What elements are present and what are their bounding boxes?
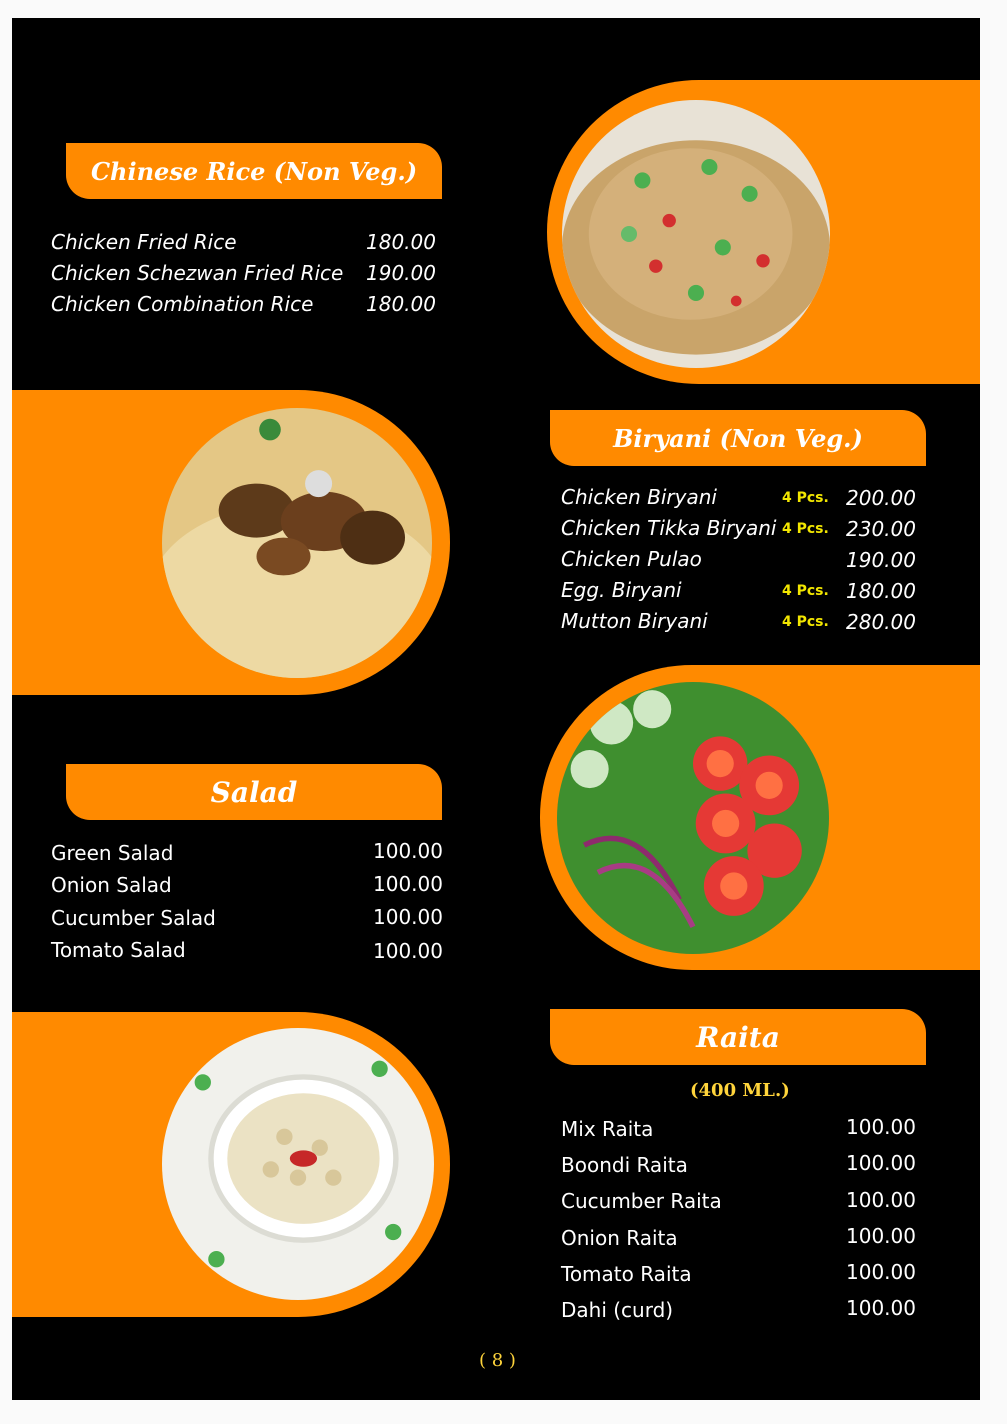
menu-item-name: Mutton Biryani xyxy=(561,609,708,633)
fried-rice-photo xyxy=(562,100,830,368)
menu-item-portion: 4 Pcs. xyxy=(782,583,829,599)
menu-item-price: 100.00 xyxy=(373,839,443,863)
menu-item-price: 100.00 xyxy=(846,1115,916,1139)
menu-item-name: Chicken Schezwan Fried Rice xyxy=(51,261,344,285)
menu-item-name: Chicken Pulao xyxy=(561,547,702,571)
menu-item-name: Chicken Biryani xyxy=(561,485,717,509)
biryani-photo xyxy=(162,408,432,678)
raita-quantity-note: (400 ML.) xyxy=(690,1080,790,1101)
menu-item-price: 100.00 xyxy=(373,939,443,963)
menu-item-name: Tomato Salad xyxy=(51,938,186,962)
menu-item-name: Cucumber Raita xyxy=(561,1189,722,1213)
menu-item-name: Chicken Combination Rice xyxy=(51,292,314,316)
menu-item-price: 190.00 xyxy=(366,261,436,285)
menu-item-name: Onion Salad xyxy=(51,873,172,897)
section-title-chinese-rice: Chinese Rice (Non Veg.) xyxy=(66,143,442,199)
menu-item-name: Onion Raita xyxy=(561,1226,678,1250)
menu-item-price: 100.00 xyxy=(373,872,443,896)
salad-photo xyxy=(557,682,829,954)
menu-item-price: 180.00 xyxy=(366,230,436,254)
menu-item-name: Boondi Raita xyxy=(561,1153,688,1177)
menu-item-name: Chicken Tikka Biryani xyxy=(561,516,777,540)
menu-item-portion: 4 Pcs. xyxy=(782,490,829,506)
raita-photo xyxy=(162,1028,434,1300)
menu-item-name: Egg. Biryani xyxy=(561,578,682,602)
page-number: ( 8 ) xyxy=(479,1350,516,1371)
menu-item-price: 100.00 xyxy=(846,1224,916,1248)
menu-item-price: 100.00 xyxy=(846,1188,916,1212)
section-title-biryani: Biryani (Non Veg.) xyxy=(550,410,926,466)
menu-item-price: 280.00 xyxy=(846,610,916,634)
menu-item-name: Mix Raita xyxy=(561,1117,654,1141)
menu-item-price: 180.00 xyxy=(846,579,916,603)
menu-item-name: Chicken Fried Rice xyxy=(51,230,237,254)
menu-item-price: 100.00 xyxy=(846,1260,916,1284)
menu-item-portion: 4 Pcs. xyxy=(782,614,829,630)
menu-item-name: Cucumber Salad xyxy=(51,906,216,930)
menu-page xyxy=(12,18,980,1400)
menu-item-price: 100.00 xyxy=(846,1296,916,1320)
section-title-raita: Raita xyxy=(550,1009,926,1065)
menu-item-price: 100.00 xyxy=(846,1151,916,1175)
menu-item-name: Dahi (curd) xyxy=(561,1298,674,1322)
menu-item-name: Green Salad xyxy=(51,841,174,865)
menu-item-name: Tomato Raita xyxy=(561,1262,692,1286)
menu-item-price: 200.00 xyxy=(846,486,916,510)
menu-item-price: 190.00 xyxy=(846,548,916,572)
menu-item-price: 100.00 xyxy=(373,905,443,929)
menu-item-price: 230.00 xyxy=(846,517,916,541)
section-title-salad: Salad xyxy=(66,764,442,820)
menu-item-portion: 4 Pcs. xyxy=(782,521,829,537)
menu-item-price: 180.00 xyxy=(366,292,436,316)
